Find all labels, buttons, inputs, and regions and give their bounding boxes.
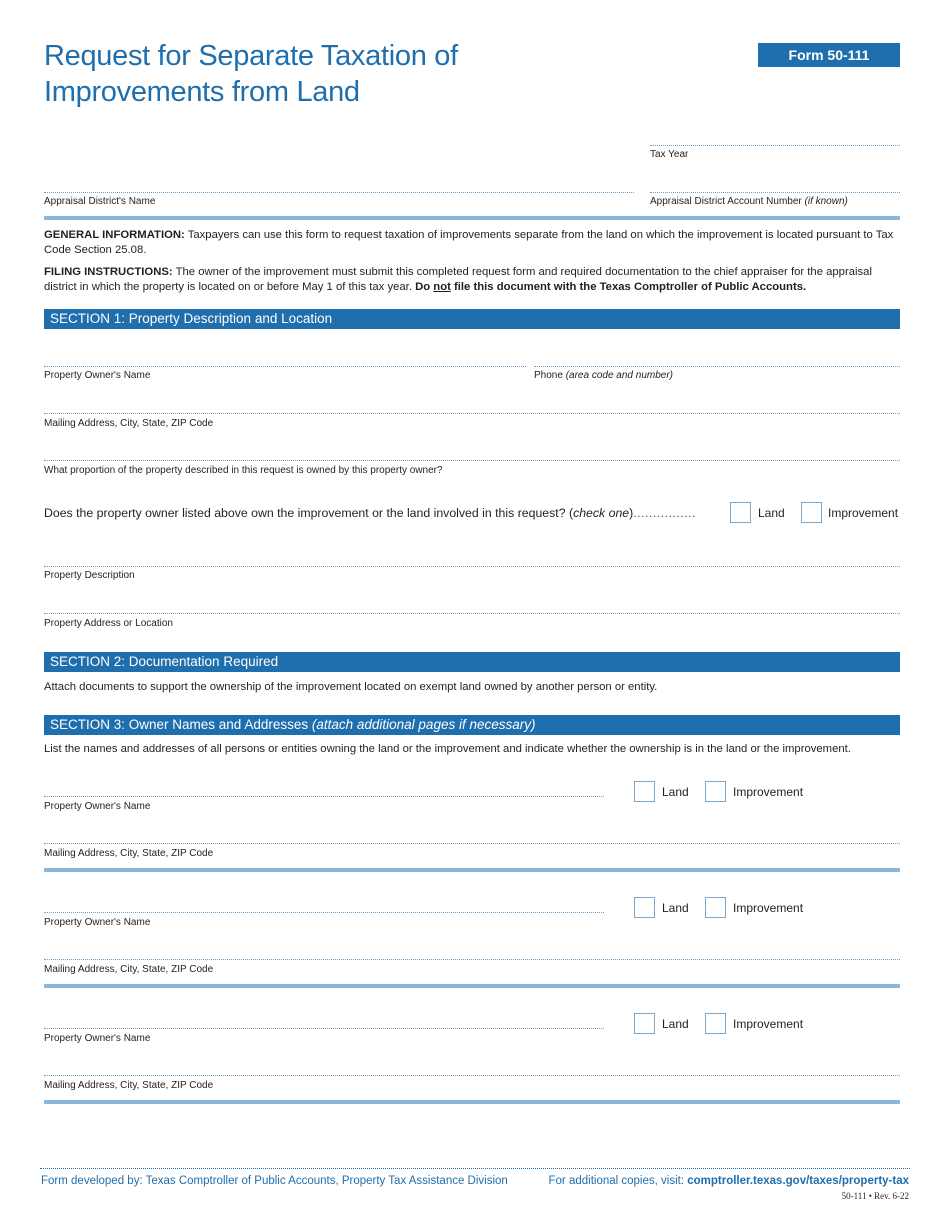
- footer-copies: [549, 1175, 909, 1187]
- owner3-land-checkbox[interactable]: [634, 1013, 655, 1034]
- form-title: [44, 38, 604, 110]
- owner2-divider: [44, 984, 900, 988]
- owner3-name-label: Property Owner's Name: [44, 1033, 151, 1044]
- section3-title: SECTION 3: Owner Names and Addresses: [50, 717, 312, 732]
- proportion-field[interactable]: [44, 460, 900, 461]
- owner2-improvement-label: Improvement: [733, 901, 804, 915]
- ownership-question-italic: check one: [573, 506, 630, 520]
- footer-developed-by: Form developed by: Texas Comptroller of Public Accounts, Property Tax Assistance Division: [41, 1175, 508, 1187]
- filing-instructions: [44, 265, 900, 294]
- owner3-improvement-checkbox[interactable]: [705, 1013, 726, 1034]
- owner1-improvement-checkbox[interactable]: [705, 781, 726, 802]
- district-name-label: Appraisal District's Name: [44, 196, 156, 207]
- owner3-name-field[interactable]: [44, 1028, 604, 1029]
- owner2-address-label: Mailing Address, City, State, ZIP Code: [44, 964, 214, 975]
- section2-text: Attach documents to support the ownership of the improvement located on exempt land owned by another person or entity.: [44, 681, 658, 693]
- owner2-land-label: Land: [662, 901, 689, 915]
- owner1-address-label: Mailing Address, City, State, ZIP Code: [44, 848, 214, 859]
- phone-label: [534, 370, 673, 381]
- mailing-address-label: Mailing Address, City, State, ZIP Code: [44, 418, 214, 429]
- footer-copies-text: For additional copies, visit:: [548, 1175, 688, 1187]
- owner1-land-label: Land: [662, 785, 689, 799]
- improvement-checkbox[interactable]: [801, 502, 822, 523]
- owner3-divider: [44, 1100, 900, 1104]
- owner2-improvement-checkbox[interactable]: [705, 897, 726, 918]
- account-number-label: [650, 196, 848, 207]
- land-checkbox[interactable]: [730, 502, 751, 523]
- tax-year-label: Tax Year: [650, 149, 689, 160]
- owner-name-field[interactable]: [44, 366, 526, 367]
- owner3-land-label: Land: [662, 1017, 689, 1031]
- tax-year-field[interactable]: [650, 145, 900, 146]
- property-description-label: Property Description: [44, 570, 135, 581]
- account-number-note: (if known): [804, 196, 848, 207]
- account-number-field[interactable]: [650, 192, 900, 193]
- section2-header: SECTION 2: Documentation Required: [44, 652, 900, 672]
- form-number-badge: Form 50-111: [758, 43, 900, 67]
- ownership-question: [44, 506, 696, 520]
- phone-field[interactable]: [534, 366, 900, 367]
- owner1-land-checkbox[interactable]: [634, 781, 655, 802]
- mailing-address-field[interactable]: [44, 413, 900, 414]
- account-number-label-text: Appraisal District Account Number: [650, 196, 802, 207]
- owner2-land-checkbox[interactable]: [634, 897, 655, 918]
- section3-title-note: (attach additional pages if necessary): [311, 717, 536, 732]
- phone-label-note: (area code and number): [565, 370, 673, 381]
- owner3-improvement-label: Improvement: [733, 1017, 804, 1031]
- property-address-label: Property Address or Location: [44, 618, 173, 629]
- footer-divider: [40, 1168, 910, 1169]
- header-divider: [44, 216, 900, 220]
- owner3-address-label: Mailing Address, City, State, ZIP Code: [44, 1080, 214, 1091]
- district-name-field[interactable]: [44, 192, 634, 193]
- land-checkbox-label: Land: [758, 506, 785, 520]
- improvement-checkbox-label: Improvement: [828, 506, 899, 520]
- proportion-question: What proportion of the property described in this request is owned by this property owner?: [44, 465, 443, 476]
- filing-instructions-text: The owner of the improvement must submit this completed request form and required documentation to the chief appraiser for the appraisal district in which the property is located on or before May 1 of this tax year.: [44, 266, 872, 293]
- form-title-line2: Improvements from Land: [44, 76, 360, 108]
- general-information: [44, 228, 900, 257]
- owner2-address-field[interactable]: [44, 959, 900, 960]
- owner1-name-field[interactable]: [44, 796, 604, 797]
- section3-header: [44, 715, 900, 735]
- ownership-question-end: ): [629, 506, 634, 520]
- filing-instructions-label: FILING INSTRUCTIONS:: [44, 266, 173, 278]
- revision-number: 50-111 • Rev. 6-22: [841, 1191, 909, 1201]
- owner1-divider: [44, 868, 900, 872]
- phone-label-text: Phone: [534, 370, 563, 381]
- owner3-address-field[interactable]: [44, 1075, 900, 1076]
- footer-copies-link[interactable]: comptroller.texas.gov/taxes/property-tax: [687, 1175, 909, 1187]
- form-title-line1: Request for Separate Taxation of: [44, 40, 458, 72]
- leader-dots: ................: [633, 506, 696, 520]
- ownership-question-text: Does the property owner listed above own the improvement or the land involved in this request? (: [44, 506, 574, 520]
- general-information-label: GENERAL INFORMATION:: [44, 229, 185, 241]
- warning-not: not: [433, 280, 451, 293]
- owner2-name-field[interactable]: [44, 912, 604, 913]
- property-address-field[interactable]: [44, 613, 900, 614]
- warning-post: file this document with the Texas Comptroller of Public Accounts.: [450, 280, 807, 293]
- owner2-name-label: Property Owner's Name: [44, 917, 151, 928]
- property-description-field[interactable]: [44, 566, 900, 567]
- owner1-address-field[interactable]: [44, 843, 900, 844]
- warning-pre: Do: [415, 280, 434, 293]
- owner-name-label: Property Owner's Name: [44, 370, 151, 381]
- section3-text: List the names and addresses of all persons or entities owning the land or the improvement and indicate whether the ownership is in the land or the improvement.: [44, 743, 851, 755]
- owner1-name-label: Property Owner's Name: [44, 801, 151, 812]
- section1-header: SECTION 1: Property Description and Location: [44, 309, 900, 329]
- owner1-improvement-label: Improvement: [733, 785, 804, 799]
- general-information-text: Taxpayers can use this form to request taxation of improvements separate from the land on which the improvement is located pursuant to Tax Code Section 25.08.: [44, 229, 894, 256]
- filing-instructions-warning: [415, 281, 806, 293]
